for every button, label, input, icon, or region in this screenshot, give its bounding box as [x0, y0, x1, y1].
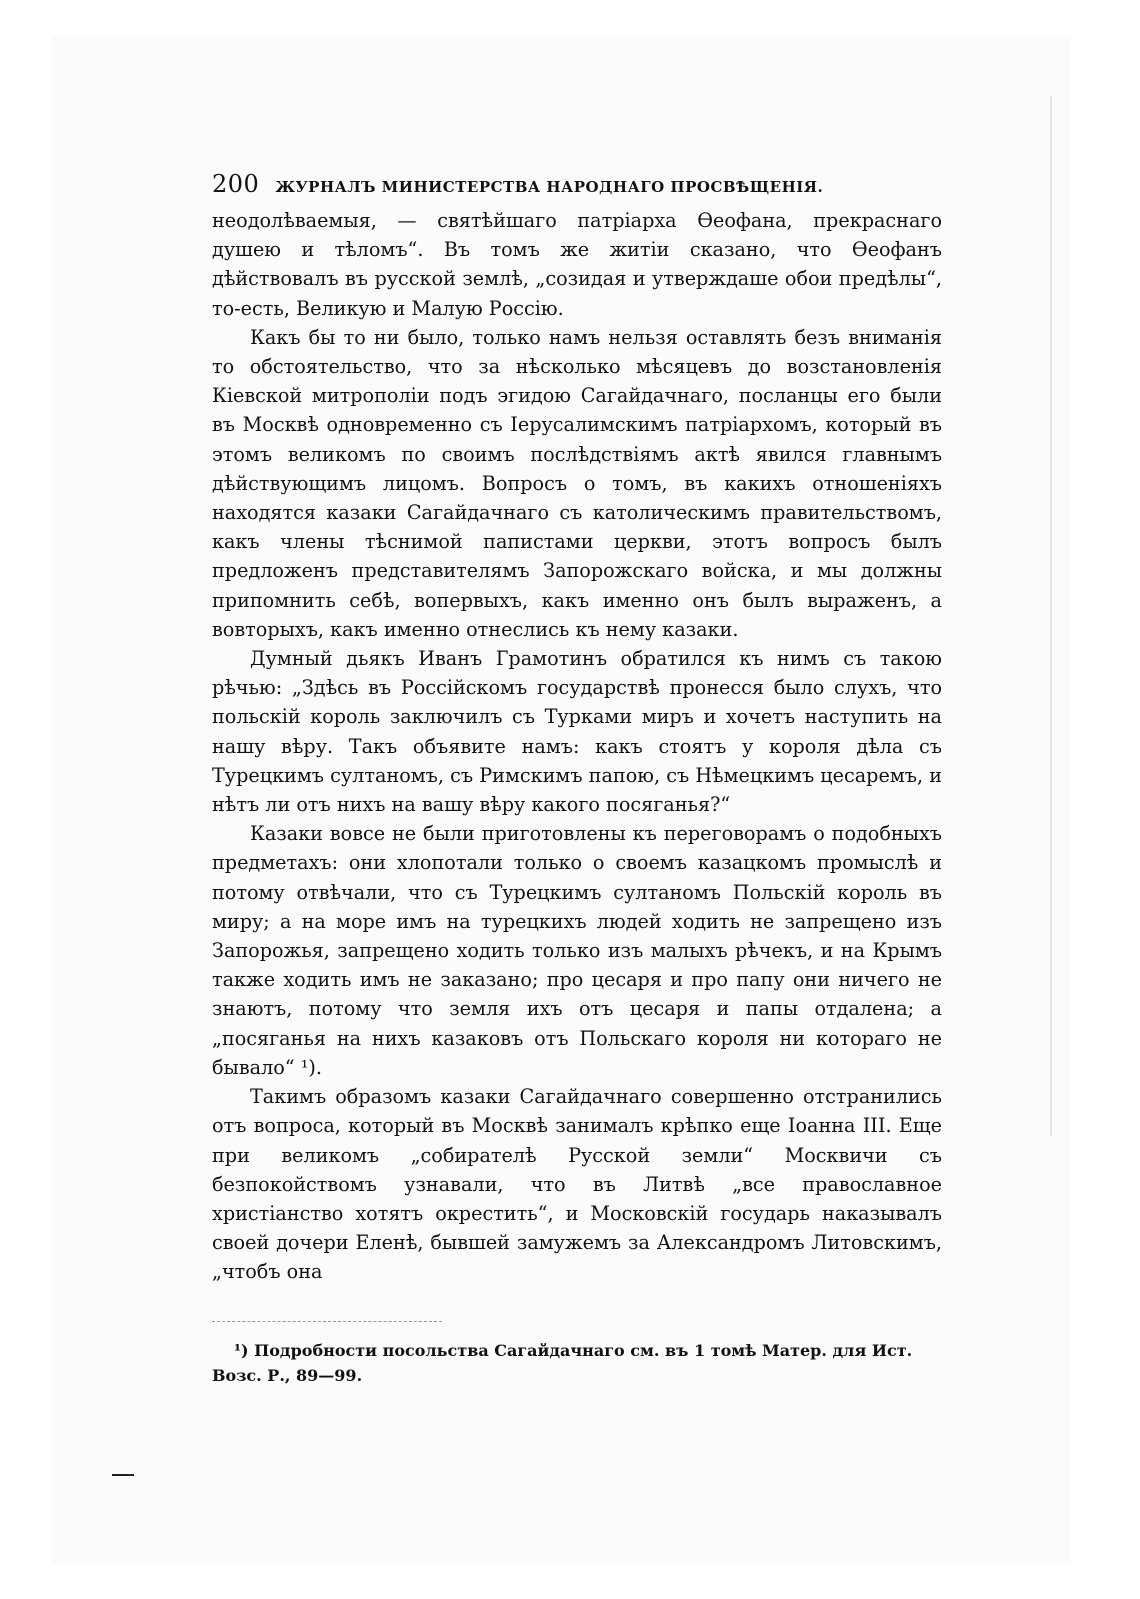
paragraph: Казаки вовсе не были приготовлены къ переговорамъ о подобныхъ предметахъ: они хлопотали только о своемъ казацкомъ промыслѣ и потому отвѣчали, что съ Турецкимъ султаномъ Польскій король въ миру; а на море имъ на турецкихъ людей ходить не запрещено изъ Запорожья, запрещено ходить только изъ малыхъ рѣчекъ, и на Крымъ также ходить имъ не заказано; про цесаря и про папу они ничего не знаютъ, потому что земля ихъ отъ цесаря и папы отдалена; а „посяганья на нихъ казаковъ отъ Польскаго короля ни котораго не бывало“ ¹).: [212, 822, 942, 1079]
margin-mark: [112, 1474, 134, 1476]
paragraph: Думный дьякъ Иванъ Грамотинъ обратился къ нимъ съ такою рѣчью: „Здѣсь въ Россійскомъ государствѣ пронесся было слухъ, что польскій король заключилъ съ Турками миръ и хочетъ наступить на нашу вѣру. Такъ объявите намъ: какъ стоятъ у короля дѣла съ Турецкимъ султаномъ, съ Римскимъ папою, съ Нѣмецкимъ цесаремъ, и нѣтъ ли отъ нихъ на вашу вѣру какого посяганья?“: [212, 647, 942, 817]
body-text: [212, 206, 942, 1287]
paragraph: Какъ бы то ни было, только намъ нельзя оставлять безъ вниманія то обстоятельство, что за нѣсколько мѣсяцевъ до возстановленія Кіевской митрополіи подъ эгидою Сагайдачнаго, посланцы его были въ Москвѣ одновременно съ Іерусалимскимъ патріархомъ, который въ этомъ великомъ по своимъ послѣдствіямъ актѣ явился главнымъ дѣйствующимъ лицомъ. Вопросъ о томъ, въ какихъ отношеніяхъ находятся казаки Сагайдачнаго съ католическимъ правительствомъ, какъ члены тѣснимой папистами церкви, этотъ вопросъ былъ предложенъ представителямъ Запорожскаго войска, и мы должны припомнить себѣ, вопервыхъ, какъ именно онъ былъ выраженъ, а вовторыхъ, какъ именно отнеслись къ нему казаки.: [212, 325, 942, 641]
paragraph: неодолѣваемыя, — святѣйшаго патріарха Ѳеофана, прекраснаго душею и тѣломъ“. Въ томъ же житіи сказано, что Ѳеофанъ дѣйствовалъ въ русской землѣ, „созидая и утверждаше обои предѣлы“, то-есть, Великую и Малую Россію.: [212, 209, 942, 320]
scan-edge-mark: [1050, 96, 1052, 1136]
footnote-divider: [212, 1321, 442, 1322]
book-page: [212, 170, 942, 1388]
footnote: ¹) Подробности посольства Сагайдачнаго см. въ 1 томѣ Матер. для Ист. Возс. Р., 89—99.: [212, 1340, 913, 1385]
journal-title: ЖУРНАЛЪ МИНИСТЕРСТВА НАРОДНАГО ПРОСВѢЩЕНІЯ.: [275, 178, 824, 196]
paragraph: Такимъ образомъ казаки Сагайдачнаго совершенно отстранились отъ вопроса, который въ Москвѣ занималъ крѣпко еще Іоанна III. Еще при великомъ „собирателѣ Русской земли“ Москвичи съ безпокойствомъ узнавали, что въ Литвѣ „все православное христіанство хотятъ окрестить“, и Московскій государь наказывалъ своей дочери Еленѣ, бывшей замужемъ за Александромъ Литовскимъ, „чтобъ она: [212, 1085, 942, 1284]
running-head: [212, 170, 942, 198]
page-number: 200: [212, 170, 260, 198]
